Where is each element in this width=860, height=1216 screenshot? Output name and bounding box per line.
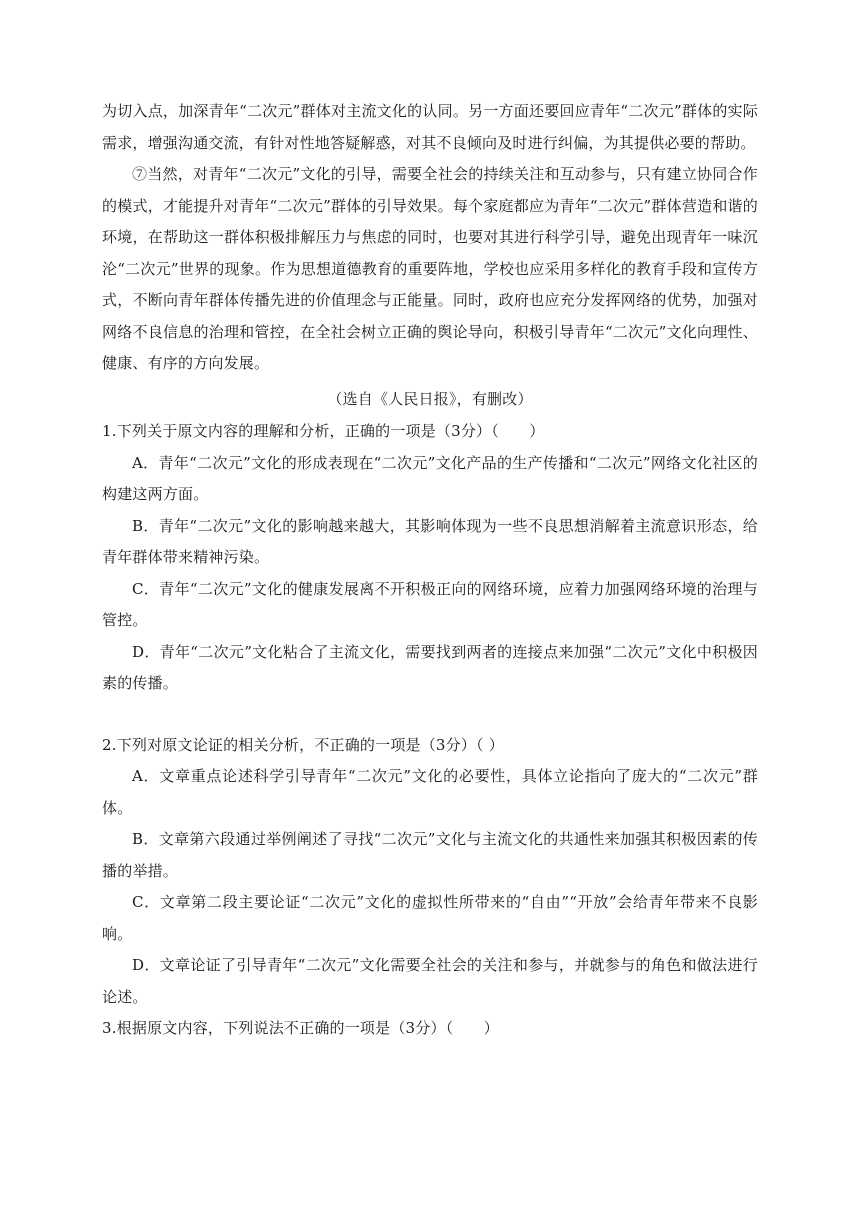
question-stem: 2.下列对原文论证的相关分析，不正确的一项是（3分）（ ） — [102, 735, 504, 754]
passage-paragraph-7: ⑦当然，对青年“二次元”文化的引导，需要全社会的持续关注和互动参与，只有建立协同合作的模式，才能提升对青年“二次元”群体的引导效果。每个家庭都应为青年“二次元”群体营造和谐的环境，在帮助这一群体积极排解压力与焦虑的同时，也要对其进行科学引导，避免出现青年一味沉沦“二次元”世界的现象。作为思想道德教育的重要阵地，学校也应采用多样化的教育手段和宣传方式，不断向青年群体传播先进的价值理念与正能量。同时，政府也应充分发挥网络的优势，加强对网络不良信息的治理和管控，在全社会树立正确的舆论导向，积极引导青年“二次元”文化向理性、健康、有序的方向发展。 — [102, 165, 758, 372]
question-stem: 3.根据原文内容，下列说法不正确的一项是（3分）（ ） — [102, 1019, 499, 1037]
option-c: C．青年“二次元”文化的健康发展离不开积极正向的网络环境，应着力加强网络环境的治理与管控。 — [102, 579, 758, 629]
spacer — [102, 700, 758, 730]
option-d: D．青年“二次元”文化粘合了主流文化，需要找到两者的连接点来加强“二次元”文化中积极因素的传播。 — [102, 642, 758, 692]
option-a: A．文章重点论述科学引导青年“二次元”文化的必要性，具体立论指向了庞大的“二次元”群体。 — [102, 767, 758, 817]
option-b: B．青年“二次元”文化的影响越来越大，其影响体现为一些不良思想消解着主流意识形态，给青年群体带来精神污染。 — [102, 516, 758, 566]
option-a: A．青年“二次元”文化的形成表现在“二次元”文化产品的生产传播和“二次元”网络文化社区的构建这两方面。 — [102, 453, 758, 503]
question-1 — [102, 416, 758, 700]
option-d: D．文章论证了引导青年“二次元”文化需要全社会的关注和参与，并就参与的角色和做法进行论述。 — [102, 956, 758, 1006]
passage-source: （选自《人民日报》，有删改） — [327, 389, 533, 408]
option-b: B．文章第六段通过举例阐述了寻找“二次元”文化与主流文化的共通性来加强其积极因素的传播的举措。 — [102, 830, 758, 880]
passage-paragraph-continued: 为切入点，加深青年“二次元”群体对主流文化的认同。另一方面还要回应青年“二次元”群体的实际需求，增强沟通交流，有针对性地答疑解惑，对其不良倾向及时进行纠偏，为其提供必要的帮助。 — [102, 102, 758, 152]
question-3 — [102, 1013, 758, 1045]
document-page — [102, 96, 758, 1045]
option-c: C．文章第二段主要论证“二次元”文化的虚拟性所带来的“自由”“开放”会给青年带来不良影响。 — [102, 893, 758, 943]
question-stem: 1.下列关于原文内容的理解和分析，正确的一项是（3分）（ ） — [102, 422, 545, 440]
question-2 — [102, 730, 758, 1014]
